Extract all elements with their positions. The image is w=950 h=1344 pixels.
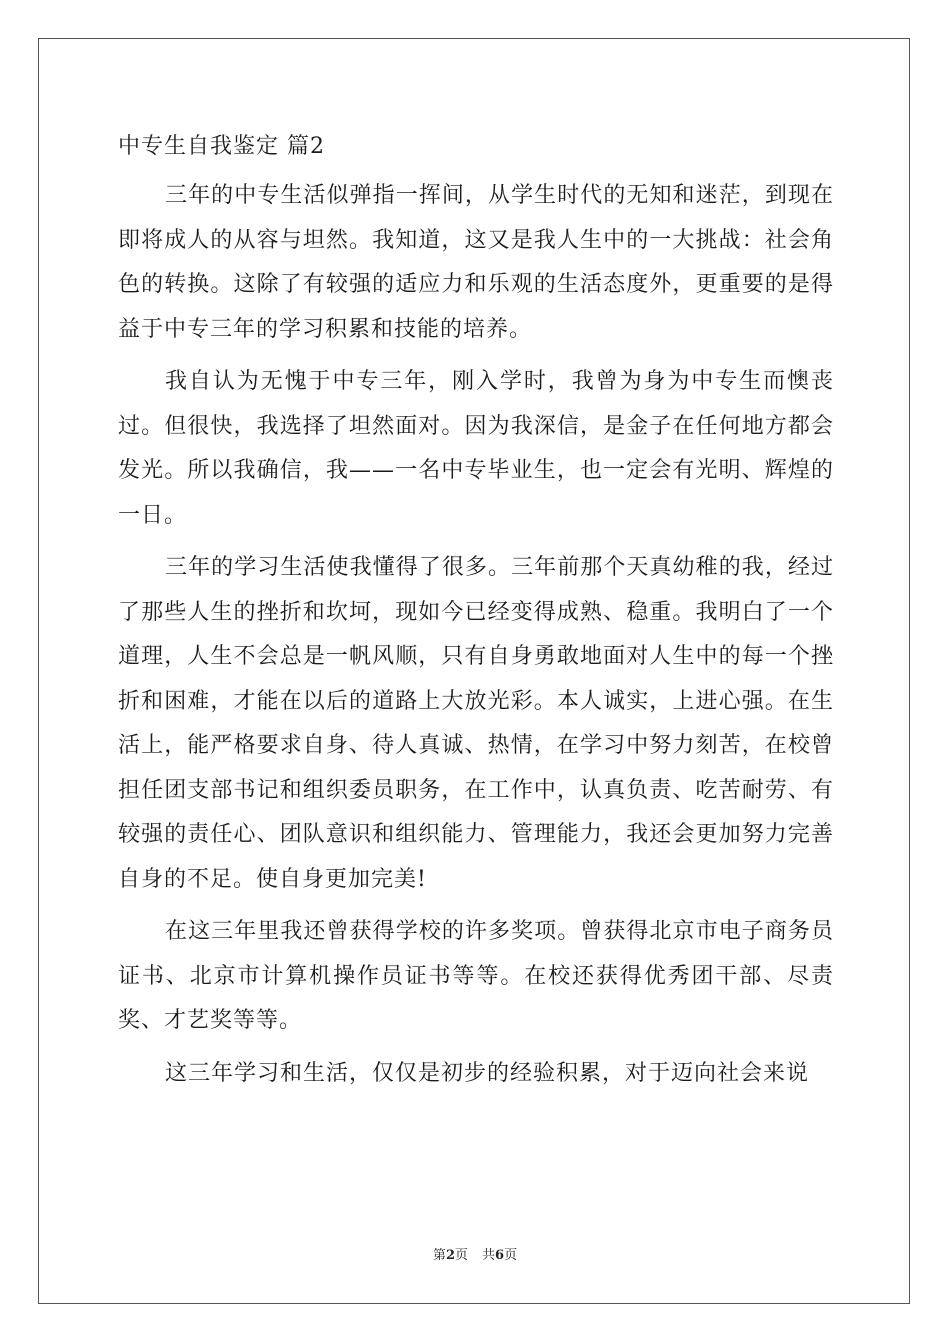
total-pages: 6 <box>495 1248 505 1263</box>
paragraph: 三年的中专生活似弹指一挥间，从学生时代的无知和迷茫，到现在即将成人的从容与坦然。我知道，这又是我人生中的一大挑战：社会角色的转换。这除了有较强的适应力和乐观的生活态度外，更重要的是得益于中专三年的学习积累和技能的培养。 <box>118 183 834 342</box>
paragraph: 三年的学习生活使我懂得了很多。三年前那个天真幼稚的我，经过了那些人生的挫折和坎坷，现如今已经变得成熟、稳重。我明白了一个道理，人生不会总是一帆风顺，只有自身勇敢地面对人生中的每一个挫折和困难，才能在以后的道路上大放光彩。本人诚实，上进心强。在生活上，能严格要求自身、待人真诚、热情，在学习中努力刻苦，在校曾担任团支部书记和组织委员职务，在工作中，认真负责、吃苦耐劳、有较强的责任心、团队意识和组织能力、管理能力，我还会更加努力完善自身的不足。使自身更加完美! <box>118 555 834 892</box>
page-prefix: 第 <box>432 1248 446 1263</box>
document-body <box>118 128 834 1104</box>
page-number: 2 <box>445 1248 455 1263</box>
page-suffix: 页 <box>454 1248 468 1263</box>
total-suffix: 页 <box>504 1248 518 1263</box>
document-title: 中专生自我鉴定 篇2 <box>118 134 325 159</box>
total-prefix: 共 <box>482 1248 496 1263</box>
paragraph: 这三年学习和生活，仅仅是初步的经验积累，对于迈向社会来说 <box>165 1060 810 1086</box>
page-footer <box>0 1244 950 1263</box>
paragraph: 我自认为无愧于中专三年，刚入学时，我曾为身为中专生而懊丧过。但很快，我选择了坦然面对。因为我深信，是金子在任何地方都会发光。所以我确信，我——一名中专毕业生，也一定会有光明、辉煌的一日。 <box>118 369 834 528</box>
paragraph: 在这三年里我还曾获得学校的许多奖项。曾获得北京市电子商务员证书、北京市计算机操作员证书等等。在校还获得优秀团干部、尽责奖、才艺奖等等。 <box>118 919 834 1033</box>
